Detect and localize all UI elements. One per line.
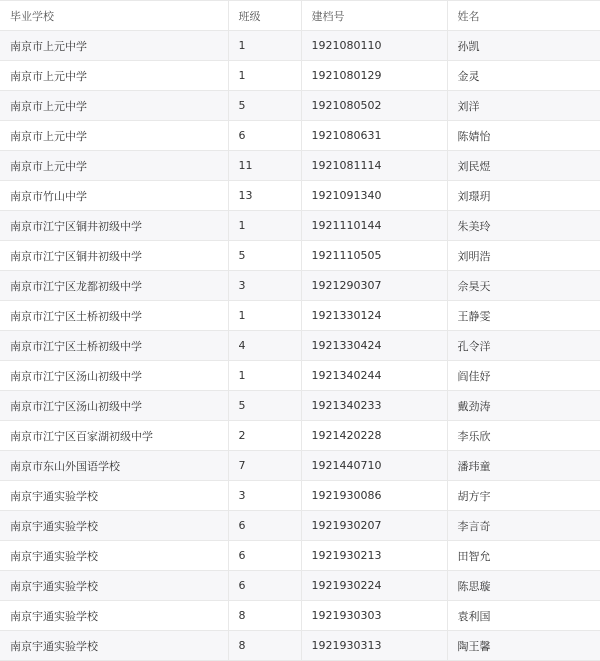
table-row bbox=[0, 31, 600, 61]
cell-school: 南京市东山外国语学校 bbox=[0, 451, 228, 481]
cell-class: 1 bbox=[228, 301, 301, 331]
table-row bbox=[0, 271, 600, 301]
cell-name: 田智允 bbox=[447, 541, 600, 571]
cell-school: 南京宇通实验学校 bbox=[0, 631, 228, 661]
cell-name: 佘昊天 bbox=[447, 271, 600, 301]
table-row bbox=[0, 391, 600, 421]
cell-name: 刘璟玥 bbox=[447, 181, 600, 211]
cell-file-number: 1921930303 bbox=[301, 601, 447, 631]
cell-class: 13 bbox=[228, 181, 301, 211]
cell-file-number: 1921081114 bbox=[301, 151, 447, 181]
cell-school: 南京市江宁区土桥初级中学 bbox=[0, 331, 228, 361]
cell-class: 1 bbox=[228, 211, 301, 241]
cell-name: 刘民煜 bbox=[447, 151, 600, 181]
cell-file-number: 1921330124 bbox=[301, 301, 447, 331]
cell-name: 阎佳妤 bbox=[447, 361, 600, 391]
cell-school: 南京宇通实验学校 bbox=[0, 601, 228, 631]
cell-class: 6 bbox=[228, 121, 301, 151]
cell-school: 南京市竹山中学 bbox=[0, 181, 228, 211]
cell-school: 南京市上元中学 bbox=[0, 151, 228, 181]
cell-school: 南京市江宁区汤山初级中学 bbox=[0, 361, 228, 391]
cell-class: 2 bbox=[228, 421, 301, 451]
cell-file-number: 1921290307 bbox=[301, 271, 447, 301]
cell-name: 李乐欣 bbox=[447, 421, 600, 451]
cell-file-number: 1921340244 bbox=[301, 361, 447, 391]
cell-file-number: 1921930086 bbox=[301, 481, 447, 511]
cell-file-number: 1921080631 bbox=[301, 121, 447, 151]
cell-school: 南京宇通实验学校 bbox=[0, 511, 228, 541]
cell-class: 5 bbox=[228, 91, 301, 121]
cell-file-number: 1921080110 bbox=[301, 31, 447, 61]
cell-school: 南京宇通实验学校 bbox=[0, 481, 228, 511]
cell-file-number: 1921930224 bbox=[301, 571, 447, 601]
cell-name: 戴劲涛 bbox=[447, 391, 600, 421]
cell-school: 南京市江宁区铜井初级中学 bbox=[0, 211, 228, 241]
table-row bbox=[0, 61, 600, 91]
cell-class: 6 bbox=[228, 511, 301, 541]
cell-school: 南京市江宁区百家湖初级中学 bbox=[0, 421, 228, 451]
cell-class: 7 bbox=[228, 451, 301, 481]
cell-school: 南京市上元中学 bbox=[0, 91, 228, 121]
cell-name: 陈婧怡 bbox=[447, 121, 600, 151]
cell-file-number: 1921440710 bbox=[301, 451, 447, 481]
cell-file-number: 1921930313 bbox=[301, 631, 447, 661]
cell-school: 南京市江宁区龙都初级中学 bbox=[0, 271, 228, 301]
table-row bbox=[0, 481, 600, 511]
cell-name: 王静雯 bbox=[447, 301, 600, 331]
table-row bbox=[0, 91, 600, 121]
cell-name: 孔令洋 bbox=[447, 331, 600, 361]
table-body bbox=[0, 31, 600, 661]
cell-file-number: 1921080502 bbox=[301, 91, 447, 121]
cell-class: 6 bbox=[228, 571, 301, 601]
cell-class: 5 bbox=[228, 241, 301, 271]
cell-school: 南京市江宁区铜井初级中学 bbox=[0, 241, 228, 271]
column-header-class: 班级 bbox=[228, 1, 301, 31]
cell-school: 南京宇通实验学校 bbox=[0, 571, 228, 601]
cell-school: 南京市江宁区土桥初级中学 bbox=[0, 301, 228, 331]
table-row bbox=[0, 301, 600, 331]
cell-name: 金灵 bbox=[447, 61, 600, 91]
table-row bbox=[0, 571, 600, 601]
table-row bbox=[0, 241, 600, 271]
cell-name: 孙凯 bbox=[447, 31, 600, 61]
cell-class: 8 bbox=[228, 601, 301, 631]
cell-name: 李言奇 bbox=[447, 511, 600, 541]
table-row bbox=[0, 211, 600, 241]
cell-file-number: 1921340233 bbox=[301, 391, 447, 421]
cell-school: 南京宇通实验学校 bbox=[0, 541, 228, 571]
cell-file-number: 1921930213 bbox=[301, 541, 447, 571]
cell-name: 陈思璇 bbox=[447, 571, 600, 601]
cell-file-number: 1921110505 bbox=[301, 241, 447, 271]
cell-name: 胡方宇 bbox=[447, 481, 600, 511]
cell-school: 南京市上元中学 bbox=[0, 31, 228, 61]
column-header-name: 姓名 bbox=[447, 1, 600, 31]
table-row bbox=[0, 361, 600, 391]
cell-class: 1 bbox=[228, 61, 301, 91]
table-row bbox=[0, 421, 600, 451]
table-row bbox=[0, 331, 600, 361]
column-header-file-number: 建档号 bbox=[301, 1, 447, 31]
cell-file-number: 1921080129 bbox=[301, 61, 447, 91]
cell-file-number: 1921330424 bbox=[301, 331, 447, 361]
table-row bbox=[0, 511, 600, 541]
cell-class: 5 bbox=[228, 391, 301, 421]
cell-name: 刘洋 bbox=[447, 91, 600, 121]
table-row bbox=[0, 151, 600, 181]
cell-name: 刘明浩 bbox=[447, 241, 600, 271]
cell-file-number: 1921420228 bbox=[301, 421, 447, 451]
cell-file-number: 1921930207 bbox=[301, 511, 447, 541]
cell-name: 陶王馨 bbox=[447, 631, 600, 661]
cell-school: 南京市上元中学 bbox=[0, 121, 228, 151]
cell-class: 6 bbox=[228, 541, 301, 571]
table-row bbox=[0, 631, 600, 661]
cell-file-number: 1921091340 bbox=[301, 181, 447, 211]
cell-class: 11 bbox=[228, 151, 301, 181]
cell-school: 南京市江宁区汤山初级中学 bbox=[0, 391, 228, 421]
cell-class: 3 bbox=[228, 271, 301, 301]
cell-class: 8 bbox=[228, 631, 301, 661]
table-row bbox=[0, 541, 600, 571]
cell-class: 1 bbox=[228, 361, 301, 391]
cell-class: 1 bbox=[228, 31, 301, 61]
table-row bbox=[0, 181, 600, 211]
table-row bbox=[0, 451, 600, 481]
table-row bbox=[0, 601, 600, 631]
cell-name: 袁利国 bbox=[447, 601, 600, 631]
cell-file-number: 1921110144 bbox=[301, 211, 447, 241]
table-header-row bbox=[0, 1, 600, 31]
table-row bbox=[0, 121, 600, 151]
column-header-school: 毕业学校 bbox=[0, 1, 228, 31]
cell-name: 潘玮童 bbox=[447, 451, 600, 481]
cell-class: 4 bbox=[228, 331, 301, 361]
cell-class: 3 bbox=[228, 481, 301, 511]
cell-name: 朱美玲 bbox=[447, 211, 600, 241]
cell-school: 南京市上元中学 bbox=[0, 61, 228, 91]
